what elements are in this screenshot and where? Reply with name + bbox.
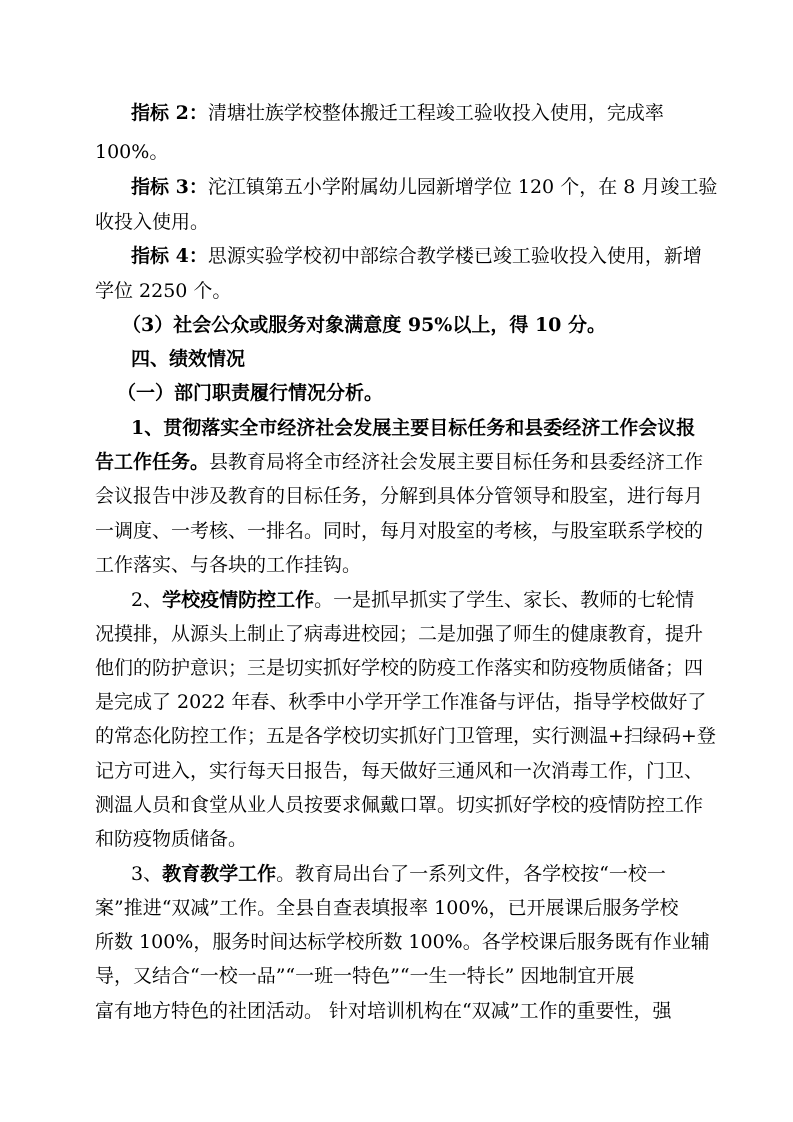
- indicator-2-text-cont: 100%。: [95, 141, 169, 163]
- item-1-line-5: [0, 553, 793, 577]
- item-2-text-2: 况摸排，从源头上制止了病毒进校园；二是加强了师生的健康教育，提升: [95, 623, 704, 645]
- item-1-text-4: 一调度、一考核、一排名。同时，每月对股室的考核，与股室联系学校的: [95, 520, 704, 542]
- indicator-2-text: 清塘壮族学校整体搬迁工程竣工验收投入使用，完成率: [207, 102, 664, 124]
- item-3-line-3: [0, 930, 793, 954]
- item-2-text-6: 记方可进入，实行每天日报告，每天做好三通风和一次消毒工作，门卫、: [95, 760, 704, 782]
- item-2-line-1: [0, 588, 793, 612]
- item-2-line-2: [0, 622, 793, 646]
- satisfaction-line: [0, 313, 793, 337]
- item-1-title-line-1: [0, 416, 793, 440]
- item-2-text-5: 的常态化防控工作；五是各学校切实抓好门卫管理，实行测温+扫绿码+登: [95, 725, 716, 747]
- item-3-line-5: [0, 999, 793, 1023]
- item-3-text-3: 所数 100%，服务时间达标学校所数 100%。各学校课后服务既有作业辅: [95, 931, 710, 953]
- item-3-line-2: [0, 896, 793, 920]
- item-2-text-7: 测温人员和食堂从业人员按要求佩戴口罩。切实抓好学校的疫情防控工作: [95, 794, 704, 816]
- section-heading: [0, 347, 793, 371]
- item-1-line-3: [0, 484, 793, 508]
- subsection-heading: [0, 381, 793, 405]
- item-3-text-5: 富有地方特色的社团活动。 针对培训机构在“双减”工作的重要性，强: [95, 1000, 672, 1022]
- item-2-line-3: [0, 656, 793, 680]
- indicator-4-text: 思源实验学校初中部综合教学楼已竣工验收投入使用，新增: [207, 245, 702, 267]
- satisfaction-text: （3）社会公众或服务对象满意度 95%以上，得 10 分。: [122, 314, 607, 336]
- item-1-line-4: [0, 519, 793, 543]
- item-2-number: 2、: [131, 589, 163, 611]
- item-2-line-5: [0, 724, 793, 748]
- item-3-text-2: 案”推进“双减”工作。全县自查表填报率 100%，已开展课后服务学校: [95, 897, 679, 919]
- item-2-title: 学校疫情防控工作: [162, 589, 315, 611]
- item-3-text-4: 导，又结合“一校一品”“一班一特色”“一生一特长” 因地制宜开展: [95, 965, 635, 987]
- indicator-3-text: 沱江镇第五小学附属幼儿园新增学位 120 个，在 8 月竣工验: [207, 176, 718, 198]
- subsection-heading-text: （一）部门职责履行情况分析。: [117, 382, 384, 404]
- item-1-text-5: 工作落实、与各块的工作挂钩。: [95, 554, 362, 576]
- item-2-line-7: [0, 793, 793, 817]
- section-heading-text: 四、绩效情况: [131, 348, 246, 370]
- item-2-line-8: [0, 827, 793, 851]
- indicator-2-line-1: [0, 101, 793, 125]
- item-1-title-part-2: 告工作任务。: [95, 451, 210, 473]
- item-3-text-1: 。教育局出台了一系列文件，各学校按“一校一: [276, 863, 666, 885]
- item-2-text-1: 。一是抓早抓实了学生、家长、教师的七轮情: [314, 589, 695, 611]
- item-1-text-3: 会议报告中涉及教育的目标任务，分解到具体分管领导和股室，进行每月: [95, 485, 704, 507]
- item-3-line-1: [0, 862, 793, 886]
- item-1-text-2: 县教育局将全市经济社会发展主要目标任务和县委经济工作: [209, 451, 704, 473]
- indicator-2-line-2: [0, 140, 793, 164]
- item-2-text-8: 和防疫物质储备。: [95, 828, 248, 850]
- item-1-line-2: [0, 450, 793, 474]
- item-3-line-4: [0, 964, 793, 988]
- item-3-title: 教育教学工作: [162, 863, 277, 885]
- indicator-3-text-cont: 收投入使用。: [95, 211, 210, 233]
- indicator-4-line-1: [0, 244, 793, 268]
- item-2-text-4: 是完成了 2022 年春、秋季中小学开学工作准备与评估，指导学校做好了: [95, 691, 707, 713]
- indicator-2-label: 指标 2：: [131, 102, 208, 124]
- item-2-line-4: [0, 690, 793, 714]
- indicator-3-line-2: [0, 210, 793, 234]
- indicator-4-line-2: [0, 279, 793, 303]
- item-3-number: 3、: [131, 863, 163, 885]
- item-2-line-6: [0, 759, 793, 783]
- indicator-3-label: 指标 3：: [131, 176, 208, 198]
- indicator-3-line-1: [0, 175, 793, 199]
- indicator-4-label: 指标 4：: [131, 245, 208, 267]
- item-2-text-3: 他们的防护意识；三是切实抓好学校的防疫工作落实和防疫物质储备；四: [95, 657, 704, 679]
- item-1-title-part-1: 1、贯彻落实全市经济社会发展主要目标任务和县委经济工作会议报: [131, 417, 696, 439]
- indicator-4-text-cont: 学位 2250 个。: [95, 280, 232, 302]
